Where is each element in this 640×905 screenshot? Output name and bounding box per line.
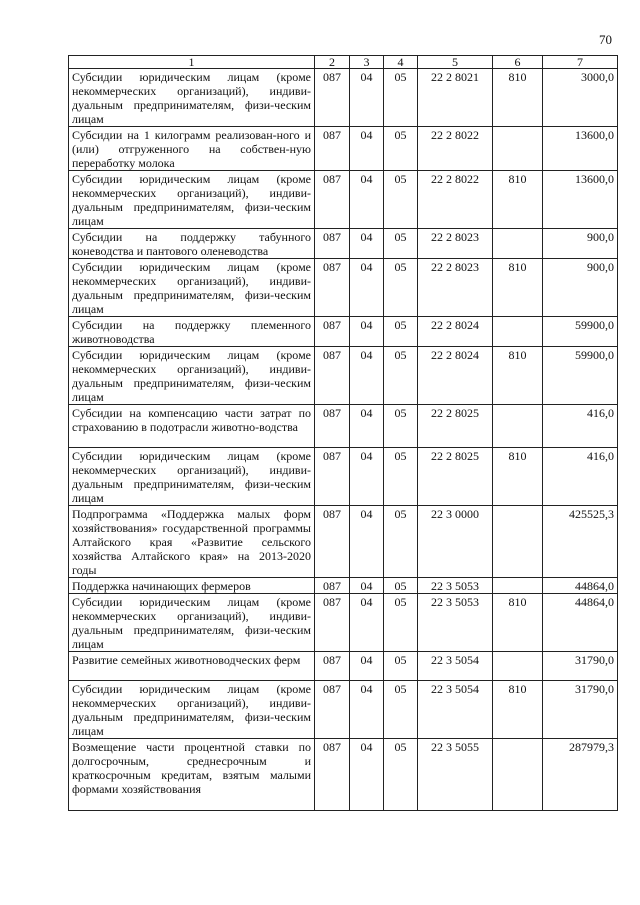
row-section-cell: 04 [350, 229, 384, 259]
row-ministry-code-cell: 087 [315, 681, 350, 739]
row-ministry-code-cell: 087 [315, 405, 350, 448]
row-section-cell: 04 [350, 681, 384, 739]
row-ministry-code-cell: 087 [315, 506, 350, 578]
table-row [69, 347, 618, 405]
table-row [69, 448, 618, 506]
row-amount-cell: 31790,0 [543, 681, 618, 739]
row-amount-cell: 59900,0 [543, 317, 618, 347]
row-ministry-code-cell: 087 [315, 317, 350, 347]
column-header: 6 [493, 56, 543, 69]
row-target-article-cell: 22 2 8021 [418, 69, 493, 127]
table-row [69, 127, 618, 171]
row-amount-cell: 31790,0 [543, 652, 618, 681]
row-subsection-cell: 05 [384, 652, 418, 681]
column-header: 7 [543, 56, 618, 69]
row-name-cell: Субсидии на компенсацию части затрат по страхованию в подотрасли животно-водства [69, 405, 315, 448]
table-row [69, 681, 618, 739]
row-ministry-code-cell: 087 [315, 739, 350, 811]
row-section-cell: 04 [350, 578, 384, 594]
column-header: 3 [350, 56, 384, 69]
row-expense-type-cell: 810 [493, 171, 543, 229]
row-target-article-cell: 22 2 8022 [418, 171, 493, 229]
row-amount-cell: 44864,0 [543, 594, 618, 652]
row-target-article-cell: 22 2 8023 [418, 229, 493, 259]
row-amount-cell: 425525,3 [543, 506, 618, 578]
row-name-cell: Субсидии юридическим лицам (кроме некоммерческих организаций), индиви-дуальным предпринимателям, физи-ческим лицам [69, 347, 315, 405]
row-section-cell: 04 [350, 405, 384, 448]
row-ministry-code-cell: 087 [315, 171, 350, 229]
row-name-cell: Подпрограмма «Поддержка малых форм хозяйствования» государственной программы Алтайского края «Развитие сельского хозяйства Алтайского края» на 2013-2020 годы [69, 506, 315, 578]
row-amount-cell: 13600,0 [543, 171, 618, 229]
row-section-cell: 04 [350, 506, 384, 578]
row-section-cell: 04 [350, 69, 384, 127]
row-section-cell: 04 [350, 448, 384, 506]
row-ministry-code-cell: 087 [315, 259, 350, 317]
row-subsection-cell: 05 [384, 127, 418, 171]
table-row [69, 259, 618, 317]
row-subsection-cell: 05 [384, 405, 418, 448]
row-target-article-cell: 22 3 5053 [418, 594, 493, 652]
row-target-article-cell: 22 3 5054 [418, 681, 493, 739]
row-target-article-cell: 22 2 8023 [418, 259, 493, 317]
row-amount-cell: 900,0 [543, 229, 618, 259]
table-row [69, 69, 618, 127]
row-expense-type-cell: 810 [493, 448, 543, 506]
row-name-cell: Возмещение части процентной ставки по долгосрочным, среднесрочным и краткосрочным кредитам, взятым малыми формами хозяйствования [69, 739, 315, 811]
row-subsection-cell: 05 [384, 229, 418, 259]
budget-table [68, 55, 618, 811]
row-expense-type-cell [493, 506, 543, 578]
row-expense-type-cell [493, 317, 543, 347]
row-ministry-code-cell: 087 [315, 578, 350, 594]
row-subsection-cell: 05 [384, 317, 418, 347]
table-row [69, 405, 618, 448]
row-name-cell: Субсидии на 1 килограмм реализован-ного и (или) отгруженного на собствен-ную переработку молока [69, 127, 315, 171]
row-target-article-cell: 22 3 5054 [418, 652, 493, 681]
row-subsection-cell: 05 [384, 594, 418, 652]
column-header: 5 [418, 56, 493, 69]
row-amount-cell: 416,0 [543, 405, 618, 448]
page-number: 70 [599, 32, 612, 47]
row-target-article-cell: 22 3 5055 [418, 739, 493, 811]
row-expense-type-cell [493, 652, 543, 681]
row-amount-cell: 287979,3 [543, 739, 618, 811]
row-expense-type-cell: 810 [493, 681, 543, 739]
row-name-cell: Субсидии на поддержку племенного животноводства [69, 317, 315, 347]
row-target-article-cell: 22 2 8022 [418, 127, 493, 171]
row-amount-cell: 13600,0 [543, 127, 618, 171]
row-section-cell: 04 [350, 594, 384, 652]
row-section-cell: 04 [350, 347, 384, 405]
column-header: 2 [315, 56, 350, 69]
row-subsection-cell: 05 [384, 347, 418, 405]
column-header: 4 [384, 56, 418, 69]
row-subsection-cell: 05 [384, 448, 418, 506]
row-ministry-code-cell: 087 [315, 448, 350, 506]
row-name-cell: Субсидии юридическим лицам (кроме некоммерческих организаций), индиви-дуальным предпринимателям, физи-ческим лицам [69, 171, 315, 229]
row-expense-type-cell: 810 [493, 259, 543, 317]
row-section-cell: 04 [350, 127, 384, 171]
table-row [69, 578, 618, 594]
row-target-article-cell: 22 3 0000 [418, 506, 493, 578]
table-row [69, 171, 618, 229]
row-section-cell: 04 [350, 259, 384, 317]
table-row [69, 229, 618, 259]
table-row [69, 317, 618, 347]
column-header: 1 [69, 56, 315, 69]
row-ministry-code-cell: 087 [315, 69, 350, 127]
row-ministry-code-cell: 087 [315, 229, 350, 259]
row-name-cell: Субсидии юридическим лицам (кроме некоммерческих организаций), индиви-дуальным предпринимателям, физи-ческим лицам [69, 681, 315, 739]
row-target-article-cell: 22 3 5053 [418, 578, 493, 594]
row-target-article-cell: 22 2 8025 [418, 448, 493, 506]
row-name-cell: Развитие семейных животноводческих ферм [69, 652, 315, 681]
row-name-cell: Субсидии юридическим лицам (кроме некоммерческих организаций), индиви-дуальным предпринимателям, физи-ческим лицам [69, 448, 315, 506]
row-subsection-cell: 05 [384, 681, 418, 739]
row-section-cell: 04 [350, 171, 384, 229]
row-expense-type-cell [493, 229, 543, 259]
row-section-cell: 04 [350, 317, 384, 347]
row-section-cell: 04 [350, 652, 384, 681]
row-ministry-code-cell: 087 [315, 127, 350, 171]
table-row [69, 652, 618, 681]
row-amount-cell: 900,0 [543, 259, 618, 317]
row-subsection-cell: 05 [384, 259, 418, 317]
row-ministry-code-cell: 087 [315, 594, 350, 652]
row-expense-type-cell [493, 405, 543, 448]
row-expense-type-cell: 810 [493, 347, 543, 405]
row-section-cell: 04 [350, 739, 384, 811]
row-expense-type-cell [493, 578, 543, 594]
row-ministry-code-cell: 087 [315, 347, 350, 405]
row-amount-cell: 416,0 [543, 448, 618, 506]
table-row [69, 594, 618, 652]
row-subsection-cell: 05 [384, 69, 418, 127]
row-amount-cell: 44864,0 [543, 578, 618, 594]
row-amount-cell: 3000,0 [543, 69, 618, 127]
row-subsection-cell: 05 [384, 171, 418, 229]
table-row [69, 739, 618, 811]
row-target-article-cell: 22 2 8025 [418, 405, 493, 448]
row-name-cell: Субсидии на поддержку табунного коневодства и пантового оленеводства [69, 229, 315, 259]
row-expense-type-cell: 810 [493, 594, 543, 652]
row-name-cell: Субсидии юридическим лицам (кроме некоммерческих организаций), индиви-дуальным предпринимателям, физи-ческим лицам [69, 259, 315, 317]
row-expense-type-cell [493, 127, 543, 171]
row-subsection-cell: 05 [384, 506, 418, 578]
row-target-article-cell: 22 2 8024 [418, 317, 493, 347]
row-subsection-cell: 05 [384, 578, 418, 594]
table-row [69, 506, 618, 578]
row-expense-type-cell [493, 739, 543, 811]
table-header-row [69, 56, 618, 69]
row-expense-type-cell: 810 [493, 69, 543, 127]
row-name-cell: Субсидии юридическим лицам (кроме некоммерческих организаций), индиви-дуальным предпринимателям, физи-ческим лицам [69, 594, 315, 652]
row-ministry-code-cell: 087 [315, 652, 350, 681]
row-name-cell: Поддержка начинающих фермеров [69, 578, 315, 594]
row-target-article-cell: 22 2 8024 [418, 347, 493, 405]
row-amount-cell: 59900,0 [543, 347, 618, 405]
row-name-cell: Субсидии юридическим лицам (кроме некоммерческих организаций), индиви-дуальным предпринимателям, физи-ческим лицам [69, 69, 315, 127]
row-subsection-cell: 05 [384, 739, 418, 811]
